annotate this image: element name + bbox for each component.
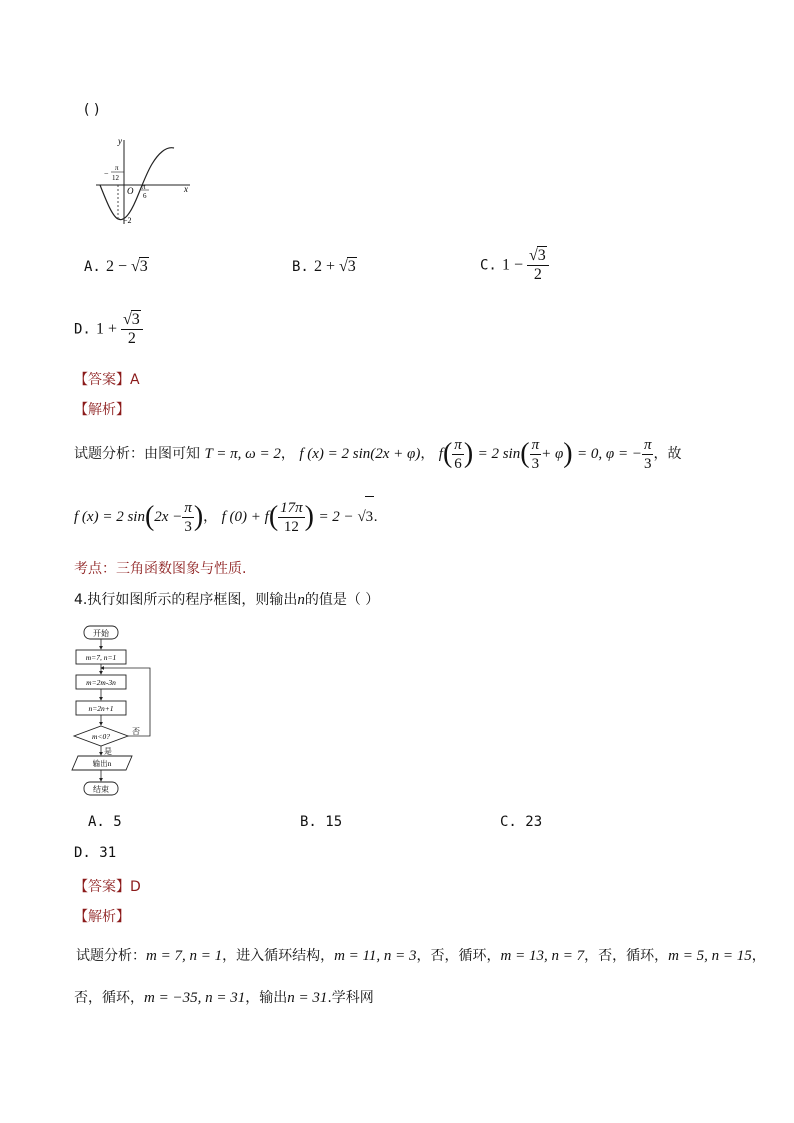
analysis-run: n = 31 — [287, 990, 328, 1006]
x-axis-label: x — [184, 184, 188, 194]
pi-den-label: 6 — [143, 192, 147, 200]
svg-text:m=2m-3n: m=2m-3n — [86, 678, 116, 687]
analysis-run: 试题分析： — [76, 948, 146, 964]
analysis-run: m = 7, n = 1 — [146, 948, 223, 964]
q4-analysis-line2 — [74, 987, 374, 1007]
q3-answer: 【答案】A — [74, 372, 140, 388]
analysis-run: ，进入循环结构， — [222, 948, 335, 964]
analysis-run: .学科网 — [327, 990, 374, 1006]
q3-analysis-label: 【解析】 — [74, 402, 130, 418]
svg-text:输出n: 输出n — [92, 759, 112, 768]
q4-option-c: C. 23 — [500, 814, 543, 830]
q4-option-a: A. 5 — [88, 814, 122, 830]
svg-text:m=7, n=1: m=7, n=1 — [85, 653, 117, 662]
analysis-run: m = 5, n = 15 — [668, 948, 752, 964]
q4-analysis-label: 【解析】 — [74, 909, 130, 925]
analysis-run: ，输出 — [245, 990, 288, 1006]
q3-kaodian: 考点：三角函数图象与性质. — [74, 561, 247, 577]
neg-pi-den-label: 12 — [112, 174, 119, 182]
analysis-run: ，否，循环， — [584, 948, 669, 964]
q3-option-b: B. 2 + √3 — [292, 258, 356, 275]
analysis-run: m = 13, n = 7 — [500, 948, 585, 964]
q3-answer-paren: ( ) — [84, 102, 100, 118]
sine-curve — [100, 148, 174, 220]
analysis-run: ， — [751, 948, 766, 964]
analysis-run: ，否，循环， — [416, 948, 501, 964]
min-value-label: −2 — [123, 216, 132, 225]
analysis-run: 否，循环， — [74, 990, 144, 1006]
sine-graph — [96, 132, 196, 228]
q3-analysis-line2: f (x) = 2 sin(2x − $\frac{\pi}{3}$ )， f (0) + f( $\frac{17\pi}{12}$ ) = 2 − √3. — [74, 496, 378, 537]
neg-pi-label: π — [115, 164, 119, 172]
q3-option-c: C. 1 − $\frac{√3}{2}$ — [480, 246, 549, 284]
origin-label: O — [127, 186, 134, 196]
svg-text:结束: 结束 — [93, 785, 109, 794]
svg-text:n=2n+1: n=2n+1 — [88, 704, 114, 713]
analysis-run: m = −35, n = 31 — [144, 990, 246, 1006]
svg-text:否: 否 — [132, 727, 140, 736]
q3-option-a: A. 2 − √3 — [84, 258, 148, 275]
q4-stem: 4.执行如图所示的程序框图，则输出n的值是（ ） — [74, 592, 380, 608]
pi-num-label: π — [142, 183, 146, 191]
svg-text:m<0?: m<0? — [92, 732, 110, 741]
q4-analysis-line1 — [76, 945, 766, 965]
q3-analysis-line1: 试题分析：由图可知 T = π, ω = 2， f (x) = 2 sin(2x + φ)， f( $\frac{\pi}{6}$ ) = 2 sin( $\frac{\pi}{3}$ + φ) = 0, φ = − $\frac{\pi}{3}$ ，故 — [74, 436, 682, 472]
q3-option-d: D. 1 + $\frac{√3}{2}$ — [74, 310, 143, 348]
svg-text:是: 是 — [104, 747, 112, 756]
y-axis-label: y — [118, 136, 122, 146]
analysis-run: m = 11, n = 3 — [334, 948, 417, 964]
svg-text:开始: 开始 — [93, 629, 109, 638]
flowchart — [70, 624, 160, 800]
q4-option-d: D. 31 — [74, 845, 117, 861]
q4-option-b: B. 15 — [300, 814, 343, 830]
q4-answer: 【答案】D — [74, 879, 141, 895]
neg-sign-label: − — [104, 169, 109, 178]
